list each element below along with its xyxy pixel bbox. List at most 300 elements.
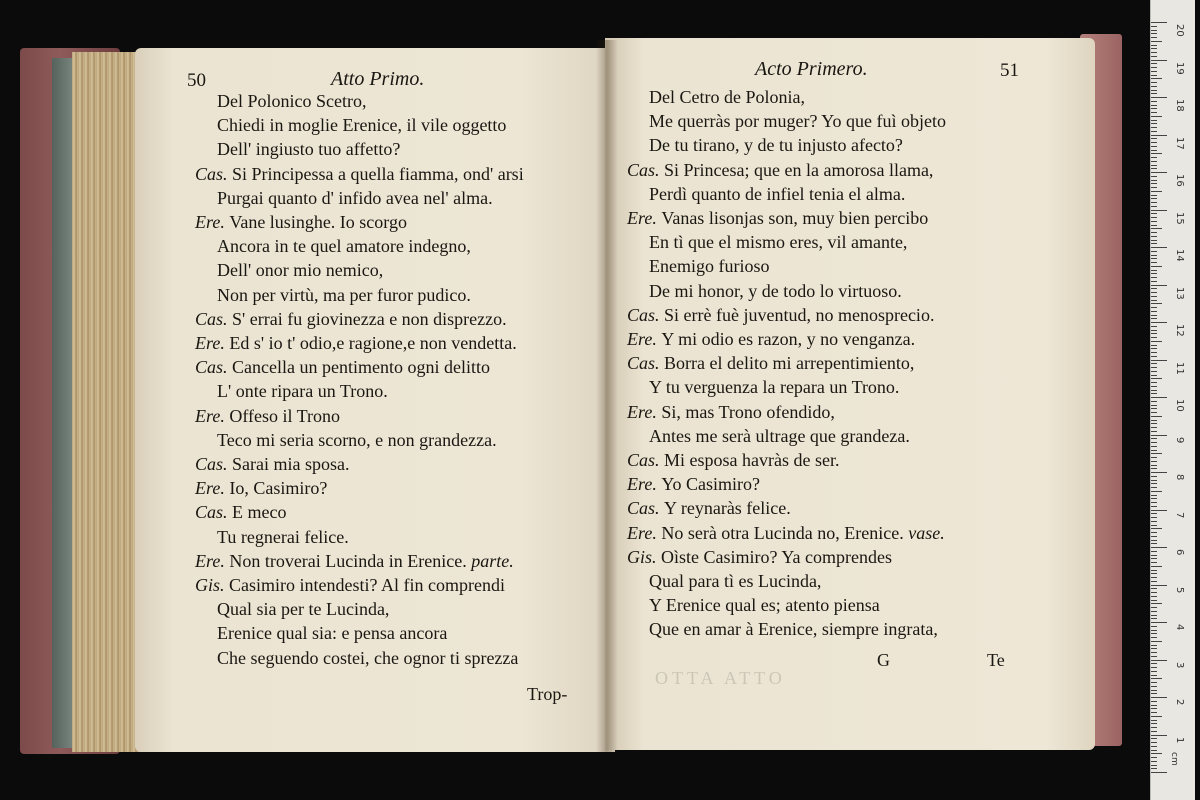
ruler-tick	[1151, 735, 1167, 736]
ruler-tick	[1151, 153, 1162, 154]
ruler-tick	[1151, 67, 1157, 68]
ruler-tick	[1151, 352, 1157, 353]
catchword: Te	[987, 650, 1005, 670]
text-line	[195, 453, 350, 475]
ruler-tick	[1151, 600, 1157, 601]
ruler-tick	[1151, 498, 1157, 499]
ruler-tick	[1151, 142, 1157, 143]
stage-direction: parte.	[466, 550, 514, 571]
right-page	[605, 38, 1095, 750]
verse-text: Io, Casimiro?	[229, 478, 328, 499]
verse-text: Dell' onor mio nemico,	[217, 260, 384, 281]
speaker-label: Cas.	[627, 159, 665, 180]
verse-text: L' onte ripara un Trono.	[217, 381, 388, 402]
ruler-tick	[1151, 596, 1157, 597]
speaker-label: Ere.	[627, 329, 662, 349]
ruler-tick	[1151, 378, 1162, 379]
ruler-tick	[1151, 603, 1162, 604]
ruler-tick	[1151, 768, 1157, 769]
verse-text: Qual para tì es Lucinda,	[649, 571, 822, 591]
ruler-tick	[1151, 431, 1157, 432]
ruler-number: 13	[1174, 286, 1185, 300]
signature-mark: G	[877, 650, 890, 670]
ruler-tick	[1151, 592, 1157, 593]
ruler-tick	[1151, 150, 1157, 151]
ruler-tick	[1151, 41, 1162, 42]
ruler-tick	[1151, 258, 1157, 259]
ruler-tick	[1151, 577, 1157, 578]
running-head: Acto Primero.	[755, 58, 868, 80]
verse-text: Purgai quanto d' infido avea nel' alma.	[217, 187, 493, 208]
text-line	[195, 356, 490, 378]
ruler-tick	[1151, 446, 1157, 447]
ruler-tick	[1151, 52, 1157, 53]
text-line	[627, 207, 928, 229]
ruler-tick	[1151, 86, 1157, 87]
verse-text: Mi esposa havràs de ser.	[664, 450, 840, 470]
speaker-label: Cas.	[627, 304, 665, 325]
ruler-tick	[1151, 427, 1157, 428]
ruler-tick	[1151, 30, 1157, 31]
verse-text: No serà otra Lucinda no, Erenice.	[661, 522, 904, 543]
verse-text: Non troverai Lucinda in Erenice.	[229, 550, 467, 571]
speaker-label: Ere.	[195, 405, 230, 426]
speaker-label: Cas.	[627, 353, 665, 374]
ruler-tick	[1151, 183, 1157, 184]
ruler-tick	[1151, 296, 1157, 297]
ruler-tick	[1151, 285, 1167, 286]
ruler-tick	[1151, 573, 1157, 574]
ruler-tick	[1151, 540, 1157, 541]
ruler-number: 5	[1174, 586, 1185, 593]
ruler-number: 11	[1174, 361, 1185, 375]
ruler-tick	[1151, 738, 1157, 739]
ruler-tick	[1151, 765, 1157, 766]
ruler-tick	[1151, 82, 1157, 83]
ruler-tick	[1151, 48, 1157, 49]
verse-text: Del Cetro de Polonia,	[649, 87, 805, 107]
text-line	[217, 598, 389, 620]
ruler-tick	[1151, 645, 1157, 646]
ruler-tick	[1151, 671, 1157, 672]
ruler-tick	[1151, 210, 1167, 211]
ruler-tick	[1151, 611, 1157, 612]
text-line	[627, 473, 760, 495]
ruler-tick	[1151, 393, 1157, 394]
ruler-tick	[1151, 690, 1157, 691]
text-line	[627, 546, 892, 568]
ruler-tick	[1151, 116, 1162, 117]
text-line	[649, 425, 910, 447]
ruler-tick	[1151, 127, 1157, 128]
ruler-tick	[1151, 682, 1157, 683]
verse-text: De tu tirano, y de tu injusto afecto?	[649, 135, 903, 156]
verse-text: Chiedi in moglie Erenice, il vile oggetto	[217, 115, 507, 136]
ruler-tick	[1151, 472, 1167, 473]
ruler-tick	[1151, 123, 1157, 124]
ruler-tick	[1151, 232, 1157, 233]
ruler-tick	[1151, 506, 1157, 507]
ruler-tick	[1151, 217, 1157, 218]
ruler-tick	[1151, 712, 1157, 713]
ruler-tick	[1151, 93, 1157, 94]
speaker-label: Ere.	[195, 212, 230, 232]
ruler-tick	[1151, 345, 1157, 346]
ruler-number: 1	[1174, 736, 1185, 743]
verse-text: Ancora in te quel amatore indegno,	[217, 236, 471, 257]
verse-text: Dell' ingiusto tuo affetto?	[217, 139, 401, 160]
ruler-tick	[1151, 382, 1157, 383]
ruler-tick	[1151, 135, 1167, 136]
ruler-tick	[1151, 416, 1162, 417]
ruler-tick	[1151, 491, 1162, 492]
ruler-number: 19	[1174, 61, 1185, 75]
text-line	[217, 259, 383, 281]
verse-text: Y tu verguenza la repara un Trono.	[649, 377, 900, 398]
ruler-tick	[1151, 195, 1157, 196]
text-line	[195, 550, 514, 572]
ruler-tick	[1151, 502, 1157, 503]
ruler-tick	[1151, 120, 1157, 121]
ruler-tick	[1151, 397, 1167, 398]
ruler-tick	[1151, 750, 1157, 751]
verse-text: Que en amar à Erenice, siempre ingrata,	[649, 619, 938, 640]
ruler-tick	[1151, 228, 1162, 229]
text-line	[627, 522, 945, 544]
verse-text: Antes me serà ultrage que grandeza.	[649, 425, 910, 446]
ruler-tick	[1151, 641, 1162, 642]
text-line	[649, 231, 907, 253]
ruler-tick	[1151, 386, 1157, 387]
text-line	[627, 304, 934, 326]
page-number: 51	[1000, 60, 1019, 81]
ruler-tick	[1151, 371, 1157, 372]
gutter-shadow	[596, 40, 618, 752]
ruler-tick	[1151, 633, 1157, 634]
verse-text: De mi honor, y de todo lo virtuoso.	[649, 280, 902, 301]
running-head: Atto Primo.	[331, 68, 425, 90]
ruler-tick	[1151, 101, 1157, 102]
ruler-tick	[1151, 157, 1157, 158]
ruler-tick	[1151, 607, 1157, 608]
ruler-number: 18	[1174, 99, 1185, 112]
ruler-tick	[1151, 701, 1157, 702]
ruler-tick	[1151, 532, 1157, 533]
ruler-tick	[1151, 37, 1157, 38]
ruler-tick	[1151, 457, 1157, 458]
show-through-text: OTTA ATTO	[655, 668, 786, 688]
ruler-tick	[1151, 476, 1157, 477]
verse-text: Y mi odio es razon, y no venganza.	[661, 329, 916, 349]
text-line	[627, 449, 839, 471]
ruler-tick	[1151, 525, 1157, 526]
ruler-tick	[1151, 108, 1157, 109]
ruler-number: 4	[1174, 624, 1185, 631]
verse-text: Qual sia per te Lucinda,	[217, 599, 390, 620]
text-line	[217, 429, 497, 451]
ruler-number: 7	[1174, 511, 1185, 518]
ruler-tick	[1151, 363, 1157, 364]
ruler-tick	[1151, 495, 1157, 496]
text-line	[649, 110, 946, 132]
ruler-tick	[1151, 626, 1157, 627]
verse-text: Si Princesa; que en la amorosa llama,	[664, 159, 934, 180]
ruler-tick	[1151, 146, 1157, 147]
ruler-number: 9	[1174, 436, 1185, 443]
text-line	[627, 352, 914, 374]
ruler-tick	[1151, 510, 1167, 511]
ruler-tick	[1151, 663, 1157, 664]
ruler-tick	[1151, 255, 1157, 256]
ruler-tick	[1151, 326, 1157, 327]
text-line	[195, 501, 287, 523]
verse-text: Non per virtù, ma per furor pudico.	[217, 284, 471, 305]
ruler-tick	[1151, 723, 1157, 724]
ruler-tick	[1151, 536, 1157, 537]
ruler-tick	[1151, 56, 1157, 57]
verse-text: E meco	[232, 502, 287, 523]
text-line	[217, 647, 518, 669]
ruler-tick	[1151, 453, 1162, 454]
speaker-label: Ere.	[195, 550, 230, 571]
text-line	[649, 86, 805, 108]
ruler-tick	[1151, 461, 1157, 462]
ruler-tick	[1151, 315, 1157, 316]
text-line	[195, 332, 517, 354]
verse-text: Si Principessa a quella fiamma, ond' arsi	[232, 163, 524, 184]
verse-text: Cancella un pentimento ogni delitto	[232, 357, 490, 378]
speaker-label: Ere.	[195, 333, 230, 353]
verse-text: Teco mi seria scorno, e non grandezza.	[217, 429, 497, 450]
speaker-label: Cas.	[195, 502, 233, 523]
ruler-tick	[1151, 423, 1157, 424]
ruler-tick	[1151, 292, 1157, 293]
ruler-tick	[1151, 243, 1157, 244]
ruler-tick	[1151, 288, 1157, 289]
page-number: 50	[187, 70, 206, 91]
ruler-tick	[1151, 63, 1157, 64]
ruler-tick	[1151, 318, 1157, 319]
text-line	[195, 211, 407, 233]
speaker-label: Cas.	[627, 450, 665, 470]
catchword: Trop-	[527, 684, 568, 704]
ruler-tick	[1151, 412, 1157, 413]
ruler-unit-label: cm	[1169, 752, 1179, 766]
text-line	[649, 280, 902, 302]
ruler-tick	[1151, 273, 1157, 274]
ruler-tick	[1151, 247, 1167, 248]
verse-text: Borra el delito mi arrepentimiento,	[664, 353, 915, 374]
ruler-tick	[1151, 131, 1157, 132]
verse-text: Del Polonico Scetro,	[217, 91, 367, 111]
ruler-tick	[1151, 708, 1157, 709]
ruler-tick	[1151, 303, 1162, 304]
ruler-tick	[1151, 401, 1157, 402]
ruler-tick	[1151, 513, 1157, 514]
text-line	[217, 187, 493, 209]
ruler-tick	[1151, 630, 1157, 631]
verse-text: Si errè fuè juventud, no menosprecio.	[664, 304, 935, 325]
ruler-tick	[1151, 375, 1157, 376]
verse-text: Enemigo furioso	[649, 256, 770, 277]
text-line	[627, 159, 933, 181]
verse-text: En tì que el mismo eres, vil amante,	[649, 232, 908, 253]
verse-text: Y reynaràs felice.	[664, 498, 791, 519]
ruler-tick	[1151, 731, 1157, 732]
measuring-ruler	[1150, 0, 1195, 800]
ruler-number: 3	[1174, 661, 1185, 668]
text-line	[195, 405, 340, 427]
ruler-tick	[1151, 78, 1162, 79]
speaker-label: Cas.	[195, 163, 233, 184]
text-line	[195, 308, 507, 330]
ruler-tick	[1151, 213, 1157, 214]
verse-text: Oìste Casimiro? Ya comprendes	[661, 546, 892, 567]
verse-text: Ed s' io t' odio,e ragione,e non vendetta.	[229, 333, 517, 353]
ruler-tick	[1151, 165, 1157, 166]
ruler-tick	[1151, 322, 1167, 323]
text-line	[217, 138, 400, 160]
text-line	[195, 574, 505, 596]
ruler-tick	[1151, 311, 1157, 312]
ruler-tick	[1151, 33, 1157, 34]
text-line	[217, 90, 366, 112]
ruler-tick	[1151, 697, 1167, 698]
ruler-tick	[1151, 727, 1157, 728]
speaker-label: Ere.	[627, 474, 662, 495]
ruler-number: 2	[1174, 699, 1185, 706]
ruler-tick	[1151, 705, 1157, 706]
ruler-tick	[1151, 652, 1157, 653]
ruler-tick	[1151, 90, 1157, 91]
ruler-tick	[1151, 390, 1157, 391]
ruler-tick	[1151, 60, 1167, 61]
ruler-tick	[1151, 138, 1157, 139]
text-line	[217, 622, 447, 644]
verse-text: Offeso il Trono	[229, 405, 341, 426]
ruler-tick	[1151, 405, 1157, 406]
ruler-tick	[1151, 585, 1167, 586]
ruler-tick	[1151, 420, 1157, 421]
ruler-tick	[1151, 480, 1157, 481]
ruler-tick	[1151, 172, 1167, 173]
ruler-tick	[1151, 206, 1157, 207]
ruler-tick	[1151, 356, 1157, 357]
ruler-tick	[1151, 450, 1157, 451]
ruler-tick	[1151, 442, 1157, 443]
ruler-tick	[1151, 281, 1157, 282]
verse-text: Casimiro intendesti? Al fin comprendi	[229, 575, 505, 595]
ruler-tick	[1151, 266, 1162, 267]
ruler-number: 15	[1174, 211, 1185, 225]
text-line	[627, 401, 835, 423]
ruler-tick	[1151, 746, 1157, 747]
ruler-tick	[1151, 161, 1157, 162]
ruler-tick	[1151, 240, 1157, 241]
text-line	[649, 134, 903, 156]
verse-text: Perdì quanto de infiel tenia el alma.	[649, 183, 906, 204]
ruler-tick	[1151, 521, 1157, 522]
ruler-tick	[1151, 45, 1157, 46]
ruler-tick	[1151, 618, 1157, 619]
ruler-tick	[1151, 270, 1157, 271]
speaker-label: Ere.	[195, 478, 230, 499]
verse-text: Sarai mia sposa.	[232, 454, 350, 474]
ruler-tick	[1151, 348, 1157, 349]
ruler-tick	[1151, 337, 1157, 338]
ruler-number: 17	[1174, 136, 1185, 150]
text-line	[217, 284, 471, 306]
ruler-tick	[1151, 615, 1157, 616]
ruler-tick	[1151, 581, 1157, 582]
ruler-tick	[1151, 221, 1157, 222]
ruler-tick	[1151, 71, 1157, 72]
ruler-tick	[1151, 176, 1157, 177]
ruler-tick	[1151, 191, 1162, 192]
ruler-tick	[1151, 720, 1157, 721]
ruler-tick	[1151, 367, 1157, 368]
ruler-tick	[1151, 105, 1157, 106]
ruler-tick	[1151, 570, 1157, 571]
speaker-label: Cas.	[195, 308, 233, 329]
ruler-tick	[1151, 551, 1157, 552]
text-line	[217, 526, 349, 548]
ruler-tick	[1151, 236, 1157, 237]
ruler-tick	[1151, 330, 1157, 331]
verse-text: Tu regnerai felice.	[217, 526, 349, 547]
text-line	[217, 380, 388, 402]
ruler-tick	[1151, 307, 1157, 308]
ruler-tick	[1151, 637, 1157, 638]
verse-text: Y Erenice qual es; atento piensa	[649, 595, 880, 616]
ruler-tick	[1151, 675, 1157, 676]
ruler-tick	[1151, 360, 1167, 361]
ruler-tick	[1151, 251, 1157, 252]
ruler-tick	[1151, 555, 1157, 556]
ruler-tick	[1151, 465, 1157, 466]
ruler-tick	[1151, 75, 1157, 76]
ruler-number: 12	[1174, 324, 1185, 337]
ruler-tick	[1151, 622, 1167, 623]
verse-text: Si, mas Trono ofendido,	[661, 401, 835, 422]
speaker-label: Ere.	[627, 208, 662, 228]
ruler-tick	[1151, 262, 1157, 263]
ruler-tick	[1151, 528, 1162, 529]
text-line	[649, 570, 821, 592]
text-line	[649, 255, 769, 277]
text-line	[627, 497, 791, 519]
ruler-tick	[1151, 202, 1157, 203]
ruler-tick	[1151, 678, 1162, 679]
ruler-tick	[1151, 757, 1157, 758]
text-line	[649, 376, 899, 398]
ruler-tick	[1151, 168, 1157, 169]
speaker-label: Gis.	[627, 546, 662, 567]
ruler-tick	[1151, 753, 1162, 754]
ruler-number: 20	[1174, 24, 1185, 37]
ruler-tick	[1151, 547, 1167, 548]
ruler-tick	[1151, 487, 1157, 488]
verse-text: Vane lusinghe. Io scorgo	[229, 212, 407, 232]
ruler-tick	[1151, 517, 1157, 518]
verse-text: Me querràs por muger? Yo que fuì objeto	[649, 111, 946, 132]
text-line	[649, 594, 880, 616]
text-line	[195, 477, 327, 499]
ruler-tick	[1151, 180, 1157, 181]
ruler-tick	[1151, 187, 1157, 188]
ruler-tick	[1151, 693, 1157, 694]
verse-text: Yo Casimiro?	[661, 474, 761, 495]
